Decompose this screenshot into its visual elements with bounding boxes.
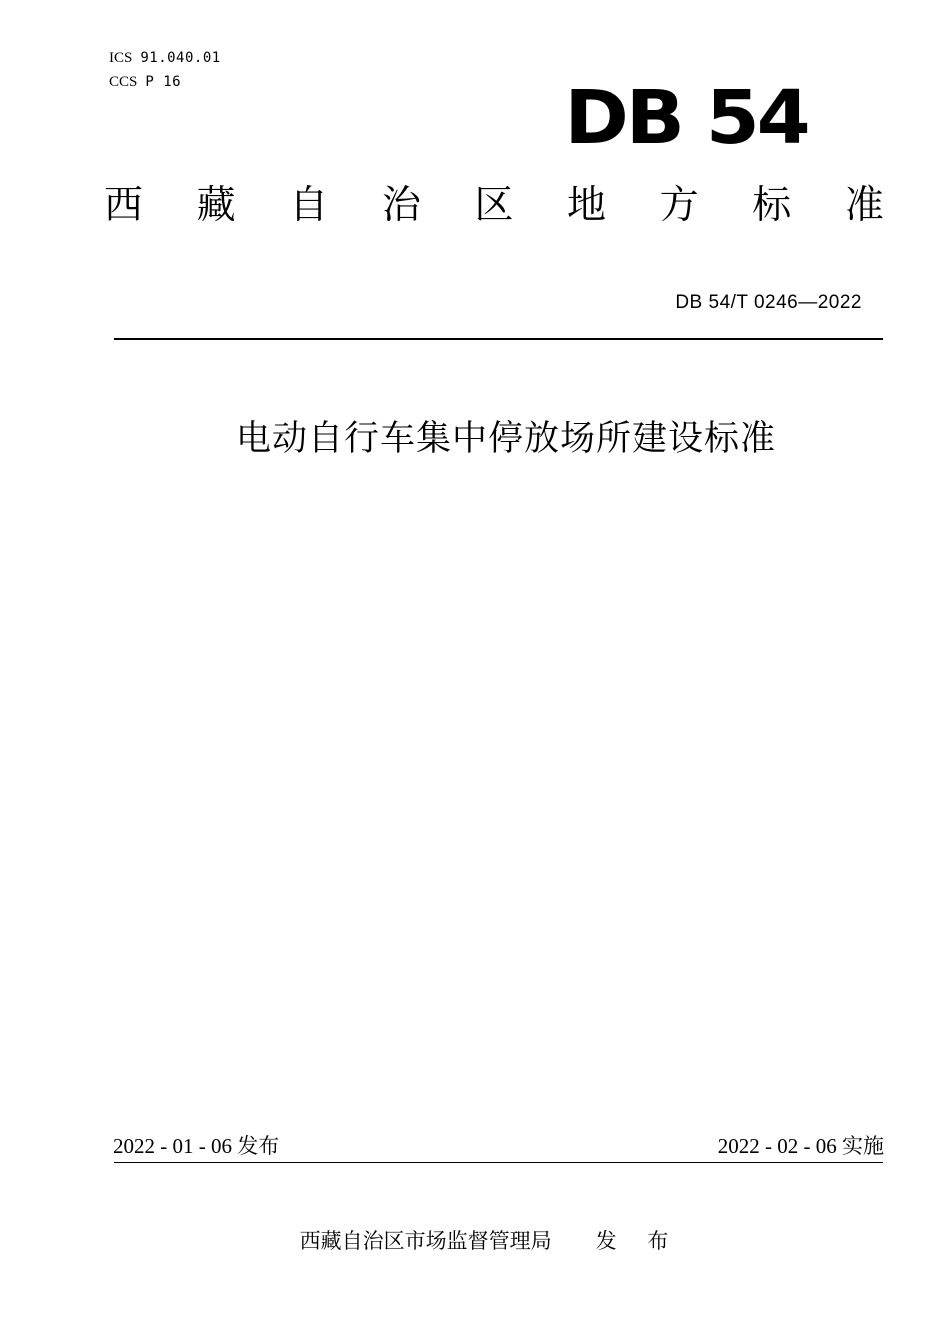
ics-label: ICS — [109, 50, 133, 66]
category-char: 地 — [567, 183, 607, 228]
publisher-action: 发 布 — [595, 1229, 681, 1253]
category-char: 西 — [104, 183, 144, 228]
category-char: 区 — [474, 183, 514, 228]
ics-value: 91.040.01 — [140, 50, 221, 66]
bottom-divider — [114, 1162, 883, 1163]
standard-number: DB 54/T 0246—2022 — [675, 292, 862, 313]
publisher — [0, 1225, 950, 1257]
ics-line — [109, 46, 221, 70]
db-logo: DB 54 — [564, 75, 808, 161]
ccs-value: P 16 — [145, 74, 182, 90]
ccs-label: CCS — [109, 74, 138, 90]
category-char: 藏 — [196, 183, 236, 228]
implementation-date: 2022 - 02 - 06 实施 — [717, 1134, 884, 1158]
issue-date: 2022 - 01 - 06 发布 — [113, 1134, 280, 1158]
standard-category — [104, 180, 884, 232]
classification-codes — [109, 46, 221, 94]
category-char: 治 — [381, 183, 421, 228]
category-char: 标 — [752, 183, 792, 228]
category-char: 方 — [659, 183, 699, 228]
document-title: 电动自行车集中停放场所建设标准 — [235, 419, 776, 459]
category-char: 准 — [844, 183, 884, 228]
ccs-line — [109, 70, 221, 94]
top-divider — [114, 338, 883, 340]
category-char: 自 — [289, 183, 329, 228]
publisher-name: 西藏自治区市场监督管理局 — [299, 1229, 552, 1253]
